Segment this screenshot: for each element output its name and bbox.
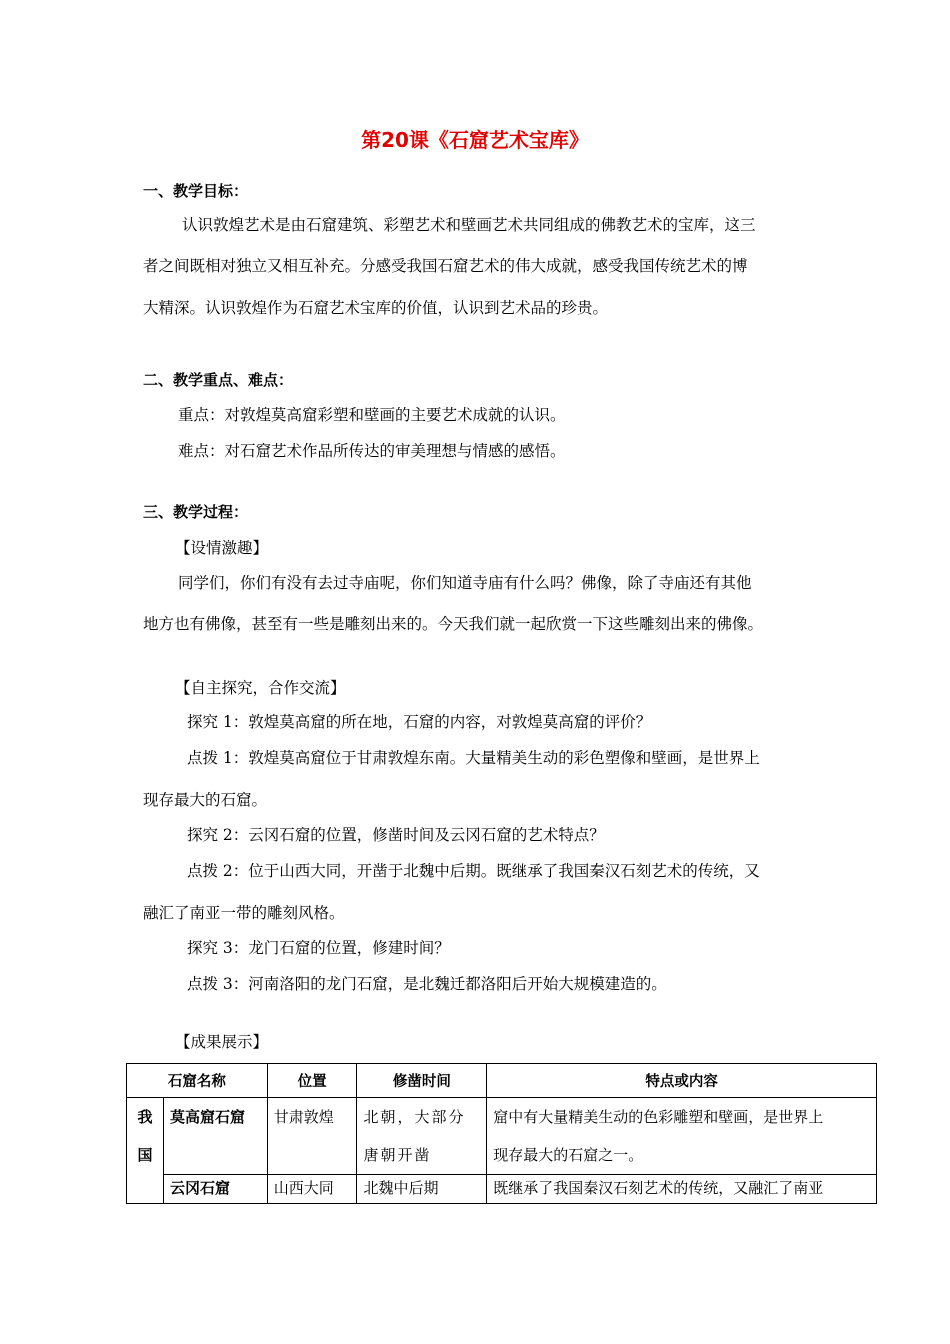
- objectives-line: 认识敦煌艺术是由石窟建筑、彩塑艺术和壁画艺术共同组成的佛教艺术的宝库，这三: [182, 216, 756, 234]
- time-text: 唐朝开凿: [363, 1146, 432, 1164]
- intro-line: 同学们，你们有没有去过寺庙呢，你们知道寺庙有什么吗？佛像，除了寺庙还有其他: [178, 574, 752, 592]
- key-point-text: 重点：对敦煌莫高窟彩塑和壁画的主要艺术成就的认识。: [178, 406, 566, 424]
- time-text: 北朝，大部分: [363, 1108, 466, 1126]
- header-cell: 位置: [267, 1064, 357, 1098]
- page-title: 第20课《石窟艺术宝库》: [361, 128, 589, 152]
- table-header-row: [127, 1064, 877, 1098]
- difficult-point-text: 难点：对石窟艺术作品所传达的审美理想与情感的感悟。: [178, 442, 566, 460]
- feature-cell: [487, 1098, 877, 1175]
- region-char: 我: [137, 1108, 153, 1126]
- explore-hint-continued: 融汇了南亚一带的雕刻风格。: [143, 904, 345, 922]
- location-text: 山西大同: [273, 1179, 334, 1197]
- section-heading-key-points: 二、教学重点、难点：: [143, 371, 294, 389]
- header-cell: 修凿时间: [357, 1064, 487, 1098]
- objectives-line: 大精深。认识敦煌作为石窟艺术宝库的价值，认识到艺术品的珍贵。: [143, 299, 609, 317]
- cave-name: 云冈石窟: [169, 1179, 230, 1197]
- feature-text: 现存最大的石窟之一。: [493, 1146, 644, 1164]
- section-heading-process: 三、教学过程：: [143, 503, 249, 521]
- explore-question: 探究 3：龙门石窟的位置，修建时间？: [187, 939, 450, 957]
- feature-text: 窟中有大量精美生动的色彩雕塑和壁画，是世界上: [493, 1108, 824, 1126]
- table-row: [127, 1098, 877, 1175]
- objectives-line: 者之间既相对独立又相互补充。分感受我国石窟艺术的伟大成就，感受我国传统艺术的博: [143, 257, 748, 275]
- section-heading-objectives: 一、教学目标：: [143, 182, 249, 200]
- explore-hint: 点拨 1：敦煌莫高窟位于甘肃敦煌东南。大量精美生动的彩色塑像和壁画，是世界上: [187, 749, 760, 767]
- intro-line: 地方也有佛像，甚至有一些是雕刻出来的。今天我们就一起欣赏一下这些雕刻出来的佛像。: [143, 615, 764, 633]
- cave-name-cell: [163, 1175, 267, 1204]
- time-text: 北魏中后期: [363, 1179, 439, 1197]
- subsection-label-explore: 【自主探究，合作交流】: [175, 679, 346, 697]
- time-cell: [357, 1175, 487, 1204]
- explore-hint: 点拨 2：位于山西大同，开凿于北魏中后期。既继承了我国秦汉石刻艺术的传统，又: [187, 862, 760, 880]
- explore-hint-continued: 现存最大的石窟。: [143, 791, 268, 809]
- explore-hint: 点拨 3：河南洛阳的龙门石窟，是北魏迁都洛阳后开始大规模建造的。: [187, 975, 667, 993]
- subsection-label-intro: 【设情激趣】: [175, 539, 269, 557]
- subsection-label-results: 【成果展示】: [175, 1033, 269, 1051]
- header-cell: 石窟名称: [127, 1064, 268, 1098]
- feature-cell: [487, 1175, 877, 1204]
- table-row: [127, 1175, 877, 1204]
- location-text: 甘肃敦煌: [273, 1108, 334, 1126]
- location-cell: [267, 1175, 357, 1204]
- explore-question: 探究 2：云冈石窟的位置，修凿时间及云冈石窟的艺术特点？: [187, 826, 605, 844]
- region-char: 国: [137, 1146, 153, 1164]
- results-table: [126, 1063, 877, 1204]
- header-cell: 特点或内容: [487, 1064, 877, 1098]
- location-cell: [267, 1098, 357, 1175]
- region-cell: [127, 1098, 164, 1204]
- explore-question: 探究 1：敦煌莫高窟的所在地，石窟的内容，对敦煌莫高窟的评价？: [187, 713, 652, 731]
- cave-name: 莫高窟石窟: [169, 1108, 245, 1126]
- cave-name-cell: [163, 1098, 267, 1175]
- time-cell: [357, 1098, 487, 1175]
- feature-text: 既继承了我国秦汉石刻艺术的传统，又融汇了南亚: [493, 1179, 824, 1197]
